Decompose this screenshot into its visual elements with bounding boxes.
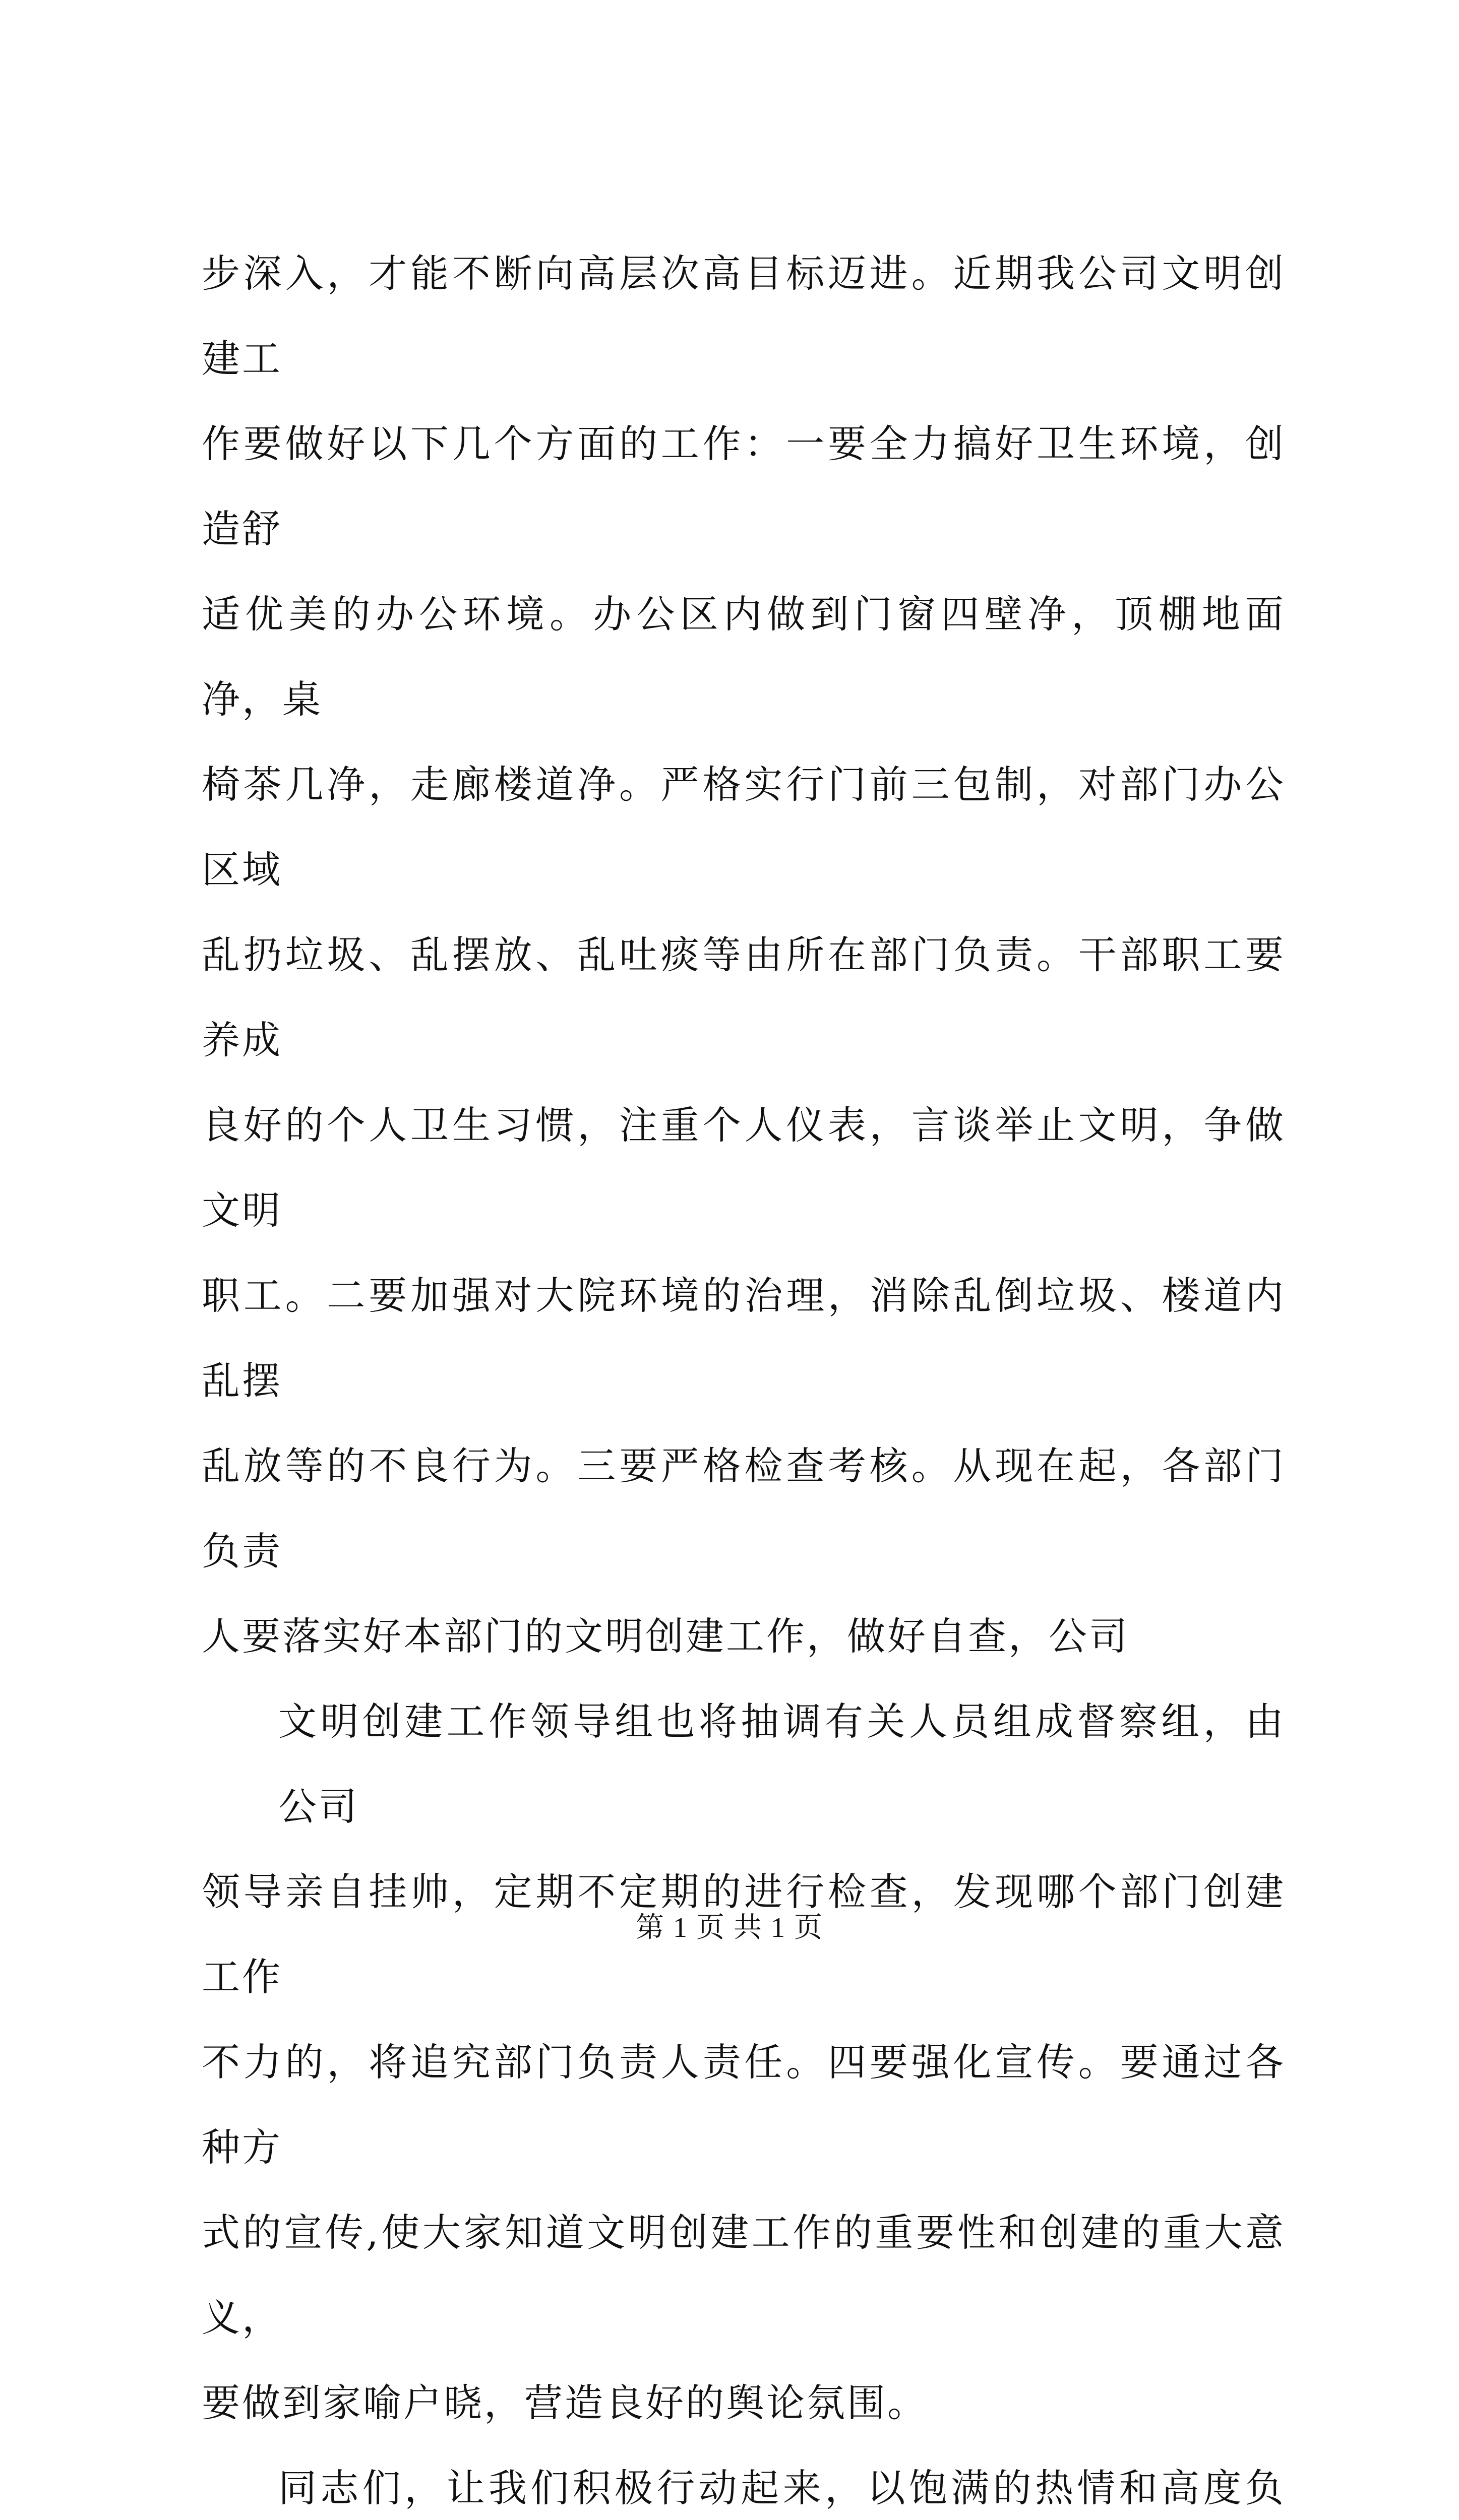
paragraph-3-line: 同志们，让我们积极行动起来，以饱满的热情和高度负 — [278, 2466, 1286, 2510]
paragraph-1-line: 作要做好以下几个方面的工作：一要全力搞好卫生环境，创造舒 — [202, 421, 1286, 551]
paragraph-1-line: 人要落实好本部门的文明创建工作，做好自查，公司 — [202, 1614, 1129, 1659]
paragraph-2-line: 要做到家喻户晓，营造良好的舆论氛围。 — [202, 2380, 928, 2425]
paragraph-1 — [202, 231, 1286, 1679]
paragraph-2-line: 领导亲自挂帅，定期不定期的进行检查，发现哪个部门创建工作 — [202, 1869, 1286, 1999]
paragraph-3 — [202, 2445, 1286, 2520]
paragraph-1-line: 乱扔垃圾、乱摆放、乱吐痰等由所在部门负责。干部职工要养成 — [202, 932, 1286, 1062]
paragraph-1-line: 椅茶几净，走廊楼道净。严格实行门前三包制，对部门办公区域 — [202, 762, 1286, 892]
paragraph-2-line: 式的宣传,使大家知道文明创建工作的重要性和创建的重大意义， — [202, 2210, 1286, 2340]
paragraph-1-line: 良好的个人卫生习惯，注重个人仪表，言谈举止文明，争做文明 — [202, 1103, 1286, 1233]
paragraph-1-line: 适优美的办公环境。办公区内做到门窗四壁净，顶棚地面净，桌 — [202, 592, 1286, 722]
paragraph-1-line: 乱放等的不良行为。三要严格检查考核。从现在起，各部门负责 — [202, 1443, 1286, 1573]
paragraph-2-line: 不力的，将追究部门负责人责任。四要强化宣传。要通过各种方 — [202, 2040, 1286, 2170]
paragraph-1-line: 步深入，才能不断向高层次高目标迈进。近期我公司文明创建工 — [202, 251, 1286, 381]
paragraph-1-line: 职工。二要加强对大院环境的治理，消除乱倒垃圾、楼道内乱摆 — [202, 1273, 1286, 1403]
page-footer: 第 1 页 共 1 页 — [636, 1912, 823, 1943]
document-body — [202, 231, 1286, 2520]
paragraph-2-line: 文明创建工作领导组也将抽调有关人员组成督察组，由公司 — [278, 1699, 1286, 1829]
paragraph-2 — [202, 1679, 1286, 2445]
